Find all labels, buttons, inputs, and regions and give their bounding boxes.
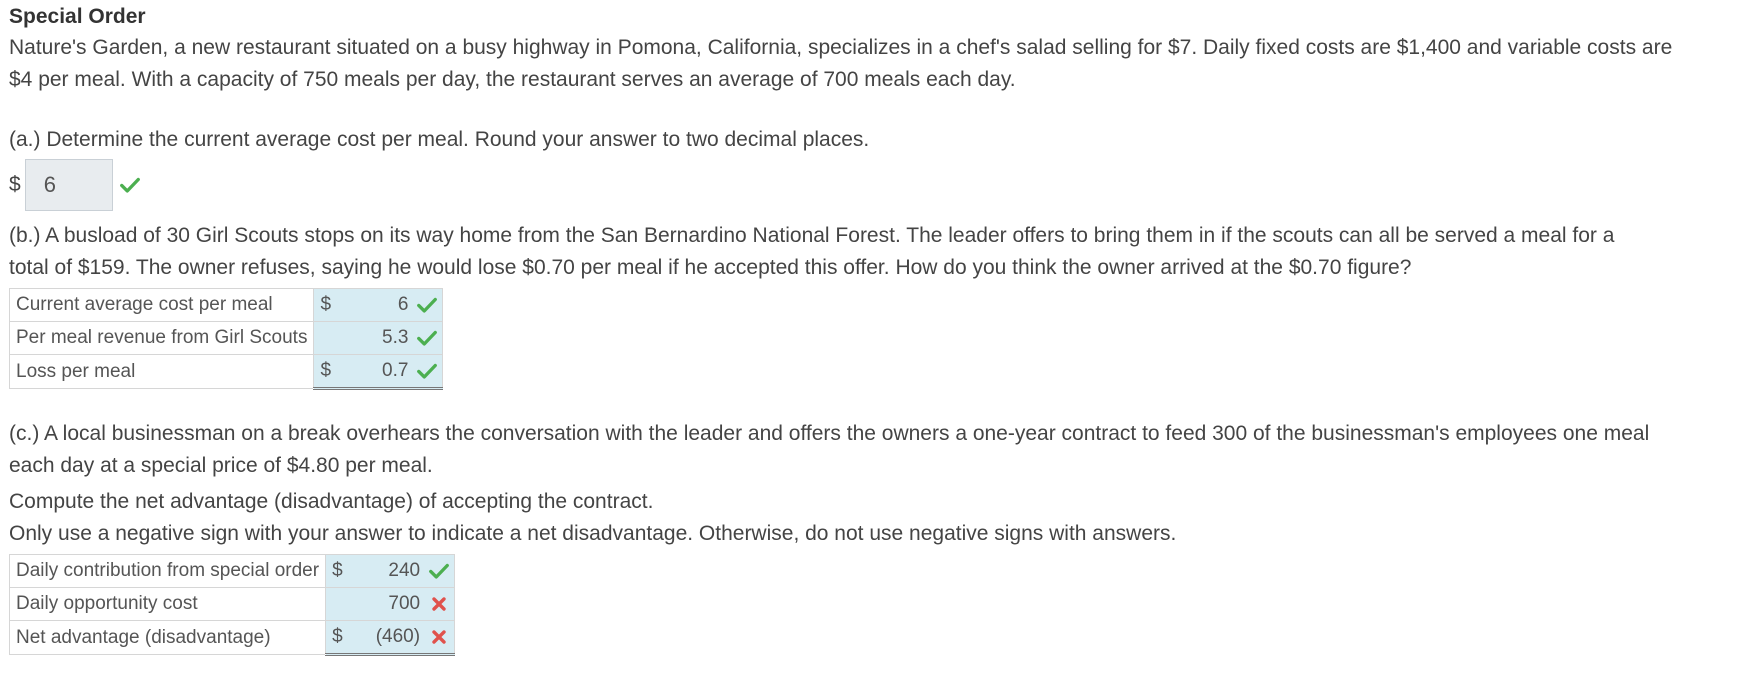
answer-input-cell[interactable] xyxy=(314,289,443,322)
intro-line-2: $4 per meal. With a capacity of 750 meals per day, the restaurant serves an average of 700 meals each day. xyxy=(9,68,1016,91)
part-c-instruction-2: Only use a negative sign with your answer to indicate a net disadvantage. Otherwise, do not use negative signs with answers. xyxy=(9,522,1177,545)
part-b-row xyxy=(10,322,443,355)
currency-symbol: $ xyxy=(320,294,332,315)
answer-value[interactable]: (460) xyxy=(375,626,421,647)
part-c-row xyxy=(10,588,455,621)
row-label: Loss per meal xyxy=(10,355,314,389)
part-c-instruction-1: Compute the net advantage (disadvantage) of accepting the contract. xyxy=(9,490,654,513)
answer-input-cell[interactable] xyxy=(326,621,455,655)
answer-input-cell[interactable] xyxy=(326,555,455,588)
part-a-answer-row xyxy=(9,158,1748,212)
part-c-row xyxy=(10,555,455,588)
currency-symbol: $ xyxy=(320,360,332,381)
answer-value[interactable]: 6 xyxy=(397,294,409,315)
part-b-row xyxy=(10,355,443,389)
check-icon xyxy=(428,560,450,582)
row-label: Daily opportunity cost xyxy=(10,588,326,621)
part-b-line-2: total of $159. The owner refuses, saying he would lose $0.70 per meal if he accepted this offer. How do you think the owner arrived at the $0.70 figure? xyxy=(9,256,1412,279)
problem-title: Special Order xyxy=(9,5,146,28)
check-icon xyxy=(416,360,438,382)
cross-icon xyxy=(428,596,450,612)
part-b-line-1: (b.) A busload of 30 Girl Scouts stops on its way home from the San Bernardino National Forest. The leader offers to bring them in if the scouts can all be served a meal for a xyxy=(9,224,1615,247)
currency-symbol: $ xyxy=(332,560,343,581)
currency-symbol: $ xyxy=(332,626,343,647)
answer-value[interactable]: 240 xyxy=(388,560,421,581)
part-c-line-2: each day at a special price of $4.80 per meal. xyxy=(9,454,433,477)
part-b-row xyxy=(10,289,443,322)
answer-input-cell[interactable] xyxy=(314,355,443,389)
answer-input-cell[interactable] xyxy=(326,588,455,621)
row-label: Current average cost per meal xyxy=(10,289,314,322)
average-cost-input[interactable]: 6 xyxy=(25,159,113,211)
row-label: Daily contribution from special order xyxy=(10,555,326,588)
answer-value[interactable]: 700 xyxy=(388,593,421,614)
check-icon xyxy=(416,294,438,316)
part-a-question: (a.) Determine the current average cost per meal. Round your answer to two decimal places. xyxy=(9,128,870,151)
check-icon xyxy=(416,327,438,349)
check-icon xyxy=(119,173,141,197)
answer-value[interactable]: 0.7 xyxy=(382,360,409,381)
cross-icon xyxy=(428,629,450,645)
answer-input-cell[interactable] xyxy=(314,322,443,355)
row-label: Per meal revenue from Girl Scouts xyxy=(10,322,314,355)
answer-value[interactable]: 5.3 xyxy=(382,327,409,348)
part-c-table xyxy=(9,554,455,656)
intro-line-1: Nature's Garden, a new restaurant situated on a busy highway in Pomona, California, specializes in a chef's salad selling for $7. Daily fixed costs are $1,400 and variable costs are xyxy=(9,36,1673,59)
part-c-line-1: (c.) A local businessman on a break overhears the conversation with the leader and offers the owners a one-year contract to feed 300 of the businessman's employees one meal xyxy=(9,422,1650,445)
row-label: Net advantage (disadvantage) xyxy=(10,621,326,655)
part-b-table xyxy=(9,288,443,390)
part-c-row xyxy=(10,621,455,655)
currency-symbol: $ xyxy=(9,173,21,196)
